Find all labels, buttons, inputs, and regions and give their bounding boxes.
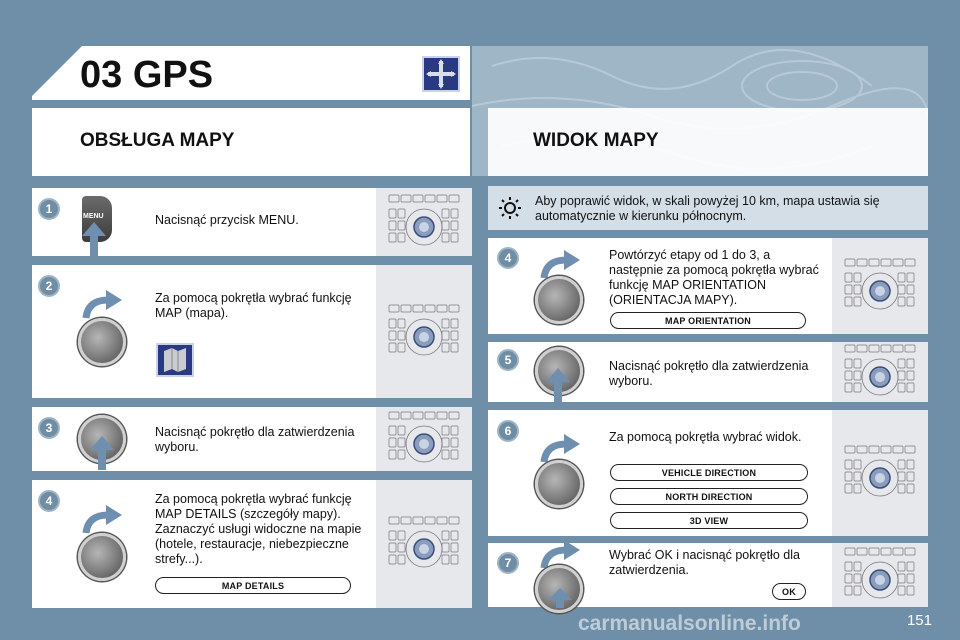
press-arrow-icon — [82, 222, 106, 256]
left-step-4-image — [376, 480, 472, 608]
map-details-option[interactable]: MAP DETAILS — [155, 577, 351, 594]
rotary-knob-icon — [78, 533, 126, 581]
right-section-title: WIDOK MAPY — [533, 130, 659, 151]
right-step-6-image — [832, 410, 928, 536]
console-illustration — [841, 343, 919, 401]
console-illustration — [385, 303, 463, 361]
menu-button-label: MENU — [83, 213, 104, 220]
left-step-1-image — [376, 188, 472, 256]
ok-option[interactable]: OK — [772, 583, 806, 600]
rotary-knob-icon — [535, 276, 583, 324]
step-badge: 7 — [497, 552, 519, 574]
rotary-knob-icon — [78, 318, 126, 366]
press-arrow-icon — [548, 588, 572, 608]
left-step-2-image — [376, 265, 472, 398]
console-illustration — [385, 193, 463, 251]
console-illustration — [385, 410, 463, 468]
step-text: Za pomocą pokrętła wybrać funkcję MAP (mapa). — [155, 291, 352, 320]
page-title — [80, 54, 213, 97]
console-illustration — [385, 515, 463, 573]
step-text: Powtórzyć etapy od 1 do 3, a następnie za pomocą pokrętła wybrać funkcję MAP ORIENTATION (ORIENTACJA MAPY). — [609, 248, 819, 307]
watermark: carmanualsonline.info — [578, 612, 801, 635]
right-step-5-image — [832, 342, 928, 402]
step-badge: 1 — [38, 198, 60, 220]
step-text: Nacisnąć pokrętło dla zatwierdzenia wyboru. — [155, 425, 355, 454]
rotate-arrow-icon — [82, 290, 122, 320]
step-badge: 4 — [38, 490, 60, 512]
left-section-title: OBSŁUGA MAPY — [80, 130, 235, 151]
console-illustration — [841, 444, 919, 502]
step-text: Nacisnąć pokrętło dla zatwierdzenia wyboru. — [609, 359, 809, 388]
3d-view-option[interactable]: 3D VIEW — [610, 512, 808, 529]
left-step-3-image — [376, 407, 472, 471]
step-text: Wybrać OK i nacisnąć pokrętło dla zatwierdzenia. — [609, 548, 800, 577]
chapter-title: GPS — [132, 54, 214, 96]
press-arrow-icon — [546, 368, 570, 402]
press-arrow-icon — [90, 436, 114, 470]
page-number: 151 — [906, 612, 932, 629]
map-orientation-option[interactable]: MAP ORIENTATION — [610, 312, 806, 329]
chapter-number: 03 — [80, 54, 123, 96]
console-illustration — [841, 257, 919, 315]
step-badge: 4 — [497, 247, 519, 269]
step-badge: 6 — [497, 420, 519, 442]
step-text: Nacisnąć przycisk MENU. — [155, 213, 299, 227]
sun-icon — [498, 196, 522, 220]
gps-crosshair-icon — [422, 56, 460, 92]
step-text: Za pomocą pokrętła wybrać funkcję MAP DETAILS (szczegóły mapy). Zaznaczyć usługi widoczne na mapie (hotele, restauracje, niebezpieczne strefy...). — [155, 492, 362, 566]
step-text: Za pomocą pokrętła wybrać widok. — [609, 430, 802, 444]
vehicle-direction-option[interactable]: VEHICLE DIRECTION — [610, 464, 808, 481]
hint-text: Aby poprawić widok, w skali powyżej 10 km, mapa ustawia się automatycznie w kierunku północnym. — [535, 194, 880, 223]
north-direction-option[interactable]: NORTH DIRECTION — [610, 488, 808, 505]
right-step-4-image — [832, 238, 928, 334]
map-folder-icon — [156, 343, 194, 377]
console-illustration — [841, 546, 919, 604]
step-badge: 3 — [38, 417, 60, 439]
right-step-7-image — [832, 543, 928, 607]
step-badge: 5 — [497, 349, 519, 371]
rotary-knob-icon — [535, 460, 583, 508]
step-badge: 2 — [38, 275, 60, 297]
rotate-arrow-icon — [82, 505, 122, 535]
